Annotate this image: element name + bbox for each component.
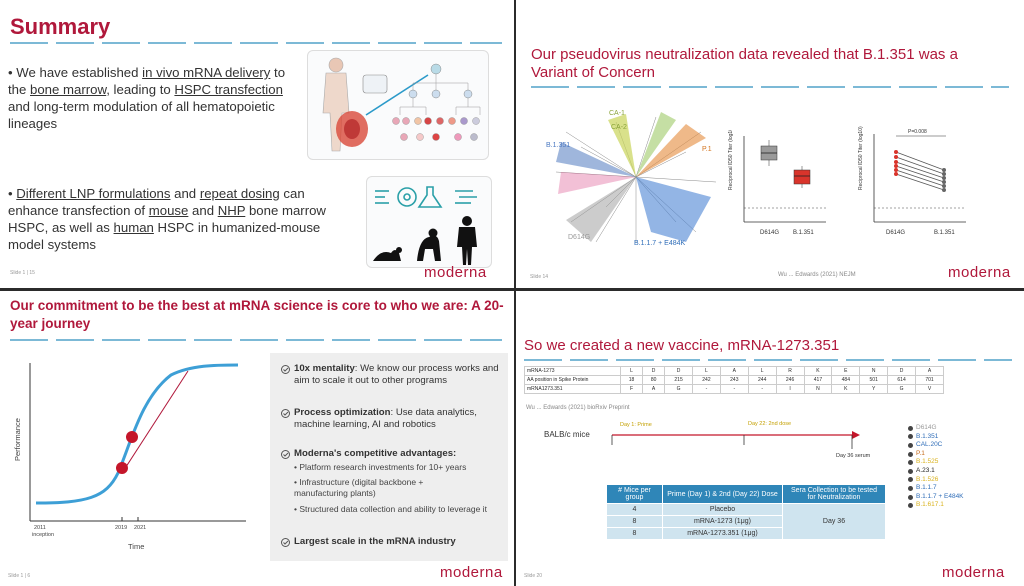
- title-underline: [10, 339, 502, 341]
- check-icon: [281, 450, 290, 459]
- slide-title: Our pseudovirus neutralization data revealed that B.1.351 was a Variant of Concern: [531, 46, 958, 81]
- check-icon: [281, 365, 290, 374]
- legend-marker: [908, 426, 913, 431]
- slide-number: Slide 1 | 6: [8, 573, 31, 579]
- mice-label: BALB/c mice: [544, 430, 590, 439]
- performance-chart: [6, 353, 256, 561]
- slide-number: Slide 14: [530, 274, 549, 280]
- legend-item: [908, 450, 964, 459]
- bullet-2: • Different LNP formulations and repeat dosing can enhance transfection of mouse and NHP bone marrow HSPC, as well as human HSPC in humanized-mouse model systems: [8, 186, 326, 252]
- legend-label: CAL.20C: [916, 441, 943, 449]
- table-row: 8 mRNA-1273.351 (1μg): [607, 528, 886, 540]
- table-row: mRNA1273.351 F A G - - - I N K Y G V: [525, 385, 944, 394]
- legend-label: A.23.1: [916, 466, 935, 474]
- slide-commitment: [0, 291, 514, 586]
- hematopoiesis-diagram: [307, 50, 489, 160]
- plot1-x-d614g: D614G: [760, 230, 780, 236]
- tree-label-b117: B.1.1.7 + E484K: [634, 240, 686, 247]
- tree-label-ca2: CA-2: [611, 124, 627, 131]
- table-row: mRNA-1273 L D D L A L R K E N D A: [525, 367, 944, 376]
- tree-label-b1351: B.1.351: [546, 142, 571, 149]
- plot2-x-b1351: B.1.351: [934, 230, 955, 236]
- slide-new-vaccine: [516, 291, 1024, 586]
- bullet-1: • We have established in vivo mRNA delivery to the bone marrow, leading to HSPC transfection and long-term modulation of all hematopoietic lineages: [8, 65, 286, 131]
- title-underline: [531, 86, 1009, 88]
- legend-marker: [908, 443, 913, 448]
- legend-label: B.1.351: [916, 432, 939, 440]
- title-underline: [10, 42, 502, 44]
- check-icon: [281, 409, 290, 418]
- legend-label: B.1.617.1: [916, 501, 944, 509]
- legend-item: [908, 501, 964, 510]
- legend-item: [908, 484, 964, 493]
- tree-label-p1: P.1: [702, 146, 712, 153]
- title-underline: [524, 359, 1012, 361]
- tree-label-d614g: D614G: [568, 234, 591, 241]
- legend-label: B.1.1.7: [916, 484, 937, 492]
- slide-summary: [0, 0, 514, 288]
- tick-2011: 2011: [34, 525, 46, 531]
- legend-item: [908, 467, 964, 476]
- group-table: # Mice per group Prime (Day 1) & 2nd (Day 22) Dose Sera Collection to be tested for Neutralization 4 Placebo Day 36 8 mRNA-1273 (1μg) 8 mRNA-1273.351 (1μg): [606, 484, 886, 540]
- slide-number: Slide 20: [524, 573, 543, 579]
- check-icon: [281, 538, 290, 547]
- moderna-logo: moderna: [948, 264, 1011, 281]
- legend-marker: [908, 452, 913, 457]
- legend-item: [908, 433, 964, 442]
- sub-bullet: • Structured data collection and ability to leverage it: [294, 504, 487, 514]
- day22-label: Day 22: 2nd dose: [748, 421, 792, 427]
- citation: Wu ... Edwards (2021) NEJM: [778, 272, 856, 278]
- moderna-logo: moderna: [942, 564, 1005, 581]
- legend-marker: [908, 486, 913, 491]
- legend-label: B.1.1.7 + E484K: [916, 492, 964, 500]
- plot2-x-d614g: D614G: [886, 230, 906, 236]
- table-row: 8 mRNA-1273 (1μg): [607, 516, 886, 528]
- day1-label: Day 1: Prime: [620, 422, 652, 428]
- legend-label: B.1.525: [916, 458, 939, 466]
- chart-xlabel: Time: [128, 542, 145, 551]
- legend-item: [908, 493, 964, 502]
- legend-marker: [908, 469, 913, 474]
- legend-item: [908, 476, 964, 485]
- variant-legend: [908, 424, 964, 510]
- neutralization-plot-2: [856, 124, 976, 244]
- citation: Wu ... Edwards (2021) bioRxiv Preprint: [526, 405, 630, 411]
- plot1-ylabel: Reciprocal ID50 Titer (log10): [728, 130, 734, 190]
- moderna-logo: moderna: [440, 564, 503, 581]
- legend-label: D614G: [916, 424, 937, 431]
- sub-bullet: • Infrastructure (digital backbone + manufacturing plants): [294, 477, 424, 498]
- legend-marker: [908, 503, 913, 508]
- legend-item: [908, 458, 964, 467]
- plot1-x-b1351: B.1.351: [793, 230, 814, 236]
- feature-scale: Largest scale in the mRNA industry: [294, 536, 456, 547]
- moderna-logo: moderna: [424, 264, 487, 281]
- tree-label-ca1: CA-1: [609, 110, 625, 117]
- legend-marker: [908, 460, 913, 465]
- slide-title: Summary: [10, 14, 111, 39]
- models-illustration: [366, 176, 492, 268]
- table-row: 4 Placebo Day 36: [607, 504, 886, 516]
- legend-marker: [908, 495, 913, 500]
- slide-number: Slide 1 | 15: [10, 270, 35, 276]
- sub-bullet: • Platform research investments for 10+ years: [294, 462, 467, 472]
- table-row: AA position in Spike Protein 18 80 215 242 243 244 246 417 484 501 614 701: [525, 376, 944, 385]
- feature-10x: 10x mentality: We know our process works and aim to scale it out to other programs: [294, 363, 499, 386]
- slide-neutralization: [516, 0, 1024, 288]
- phylogenetic-tree: [536, 102, 736, 252]
- legend-item: [908, 424, 964, 433]
- plot2-ylabel: Reciprocal ID50 Titer (log10): [858, 126, 864, 190]
- amino-acid-table: [524, 366, 944, 394]
- feature-advantages: Moderna's competitive advantages:: [294, 448, 457, 459]
- legend-marker: [908, 477, 913, 482]
- tick-2019: 2019: [115, 525, 128, 531]
- slide-title: So we created a new vaccine, mRNA-1273.351: [524, 337, 840, 354]
- feature-process: Process optimization: Use data analytics, machine learning, AI and robotics: [294, 407, 477, 430]
- legend-label: B.1.526: [916, 475, 939, 483]
- neutralization-plot-1: [726, 130, 836, 245]
- legend-label: P.1: [916, 449, 925, 457]
- day36-label: Day 36 serum: [836, 453, 871, 459]
- chart-ylabel: Performance: [13, 418, 22, 461]
- legend-marker: [908, 434, 913, 439]
- tick-2021: 2021: [134, 525, 147, 531]
- plot2-pvalue: P=0.008: [908, 129, 927, 135]
- legend-item: [908, 441, 964, 450]
- tick-inception: inception: [32, 532, 55, 538]
- slide-title: Our commitment to be the best at mRNA science is core to who we are: A 20-year journey: [10, 298, 504, 331]
